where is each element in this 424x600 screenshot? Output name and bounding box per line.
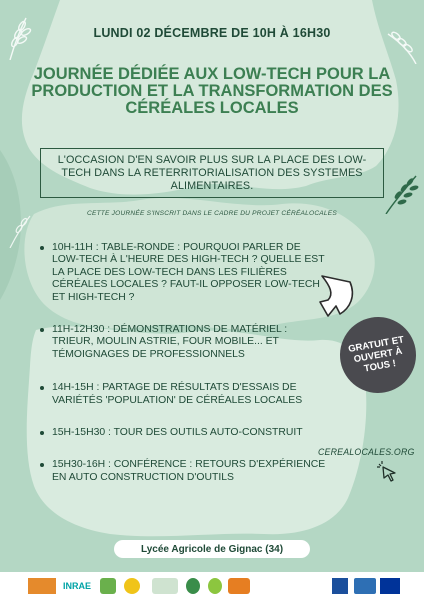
logo-partner-script bbox=[152, 578, 178, 594]
program-item bbox=[40, 324, 330, 361]
program-item bbox=[40, 459, 330, 484]
program-item-text: 14H-15H : PARTAGE DE RÉSULTATS D'ESSAIS DE VARIÉTÉS 'POPULATION' DE CÉRÉALES LOCALES bbox=[52, 382, 303, 406]
logo-partner-round bbox=[124, 578, 140, 594]
logo-fablim bbox=[28, 578, 56, 594]
bullet-icon bbox=[40, 431, 44, 435]
project-note: CETTE JOURNÉE S'INSCRIT DANS LE CADRE DU PROJET CÉRÉALOCALES bbox=[87, 210, 337, 217]
logo-partner-orange bbox=[228, 578, 250, 594]
website-link[interactable]: CEREALOCALES.ORG bbox=[318, 447, 415, 457]
event-date: LUNDI 02 DÉCEMBRE DE 10H À 16H30 bbox=[93, 26, 331, 40]
page-title: JOURNÉE DÉDIÉE AUX LOW-TECH POUR LA PRODUCTION ET LA TRANSFORMATION DES CÉRÉALES LOCALES bbox=[31, 65, 393, 117]
logo-inrae bbox=[62, 578, 92, 594]
program-list bbox=[40, 242, 330, 499]
logo-partner-emblem bbox=[186, 578, 200, 594]
bullet-icon bbox=[40, 328, 44, 332]
free-badge-text: GRATUIT ET OUVERT À TOUS ! bbox=[347, 333, 405, 375]
logo-partner-leaf bbox=[208, 578, 222, 594]
program-item-text: 11H-12H30 : DÉMONSTRATIONS DE MATÉRIEL : TRIEUR, MOULIN ASTRIE, FOUR MOBILE... ET TÉMOIGNAGES DE PROFESSIONNELS bbox=[52, 324, 288, 360]
bullet-icon bbox=[40, 463, 44, 467]
partner-logo-bar bbox=[0, 572, 424, 600]
logo-partner-blue bbox=[354, 578, 376, 594]
program-item-text: 15H-15H30 : TOUR DES OUTILS AUTO-CONSTRUIT bbox=[52, 427, 303, 439]
intro-text: L'OCCASION D'EN SAVOIR PLUS SUR LA PLACE DES LOW-TECH DANS LA RETERRITORIALISATION DES SYSTEMES ALIMENTAIRES. bbox=[57, 153, 367, 192]
program-item-text: 15H30-16H : CONFÉRENCE : RETOURS D'EXPÉRIENCE EN AUTO CONSTRUCTION D'OUTILS bbox=[52, 459, 326, 483]
venue-label: Lycée Agricole de Gignac (34) bbox=[114, 540, 310, 558]
logo-region bbox=[332, 578, 348, 594]
arrow-icon bbox=[316, 272, 358, 318]
logo-inrae-text: INRAE bbox=[62, 581, 91, 591]
bullet-icon bbox=[40, 246, 44, 250]
bullet-icon bbox=[40, 386, 44, 390]
program-item bbox=[40, 382, 330, 407]
wheat-icon bbox=[382, 172, 420, 214]
intro-box bbox=[40, 148, 384, 198]
program-item bbox=[40, 427, 330, 439]
program-item-text: 10H-11H : TABLE-RONDE : POURQUOI PARLER DE LOW-TECH À L'HEURE DES HIGH-TECH ? QUELLE EST LA PLACE DES LOW-TECH DANS LES FILIÈRES CÉRÉALES LOCALES ? FAUT-IL OPPOSER LOW-TECH ET HIGH-TECH ? bbox=[52, 242, 325, 303]
wheat-icon bbox=[8, 214, 32, 248]
logo-partner-green bbox=[100, 578, 116, 594]
program-item bbox=[40, 242, 330, 304]
logo-eu-flag bbox=[380, 578, 400, 594]
cursor-icon bbox=[376, 460, 400, 484]
